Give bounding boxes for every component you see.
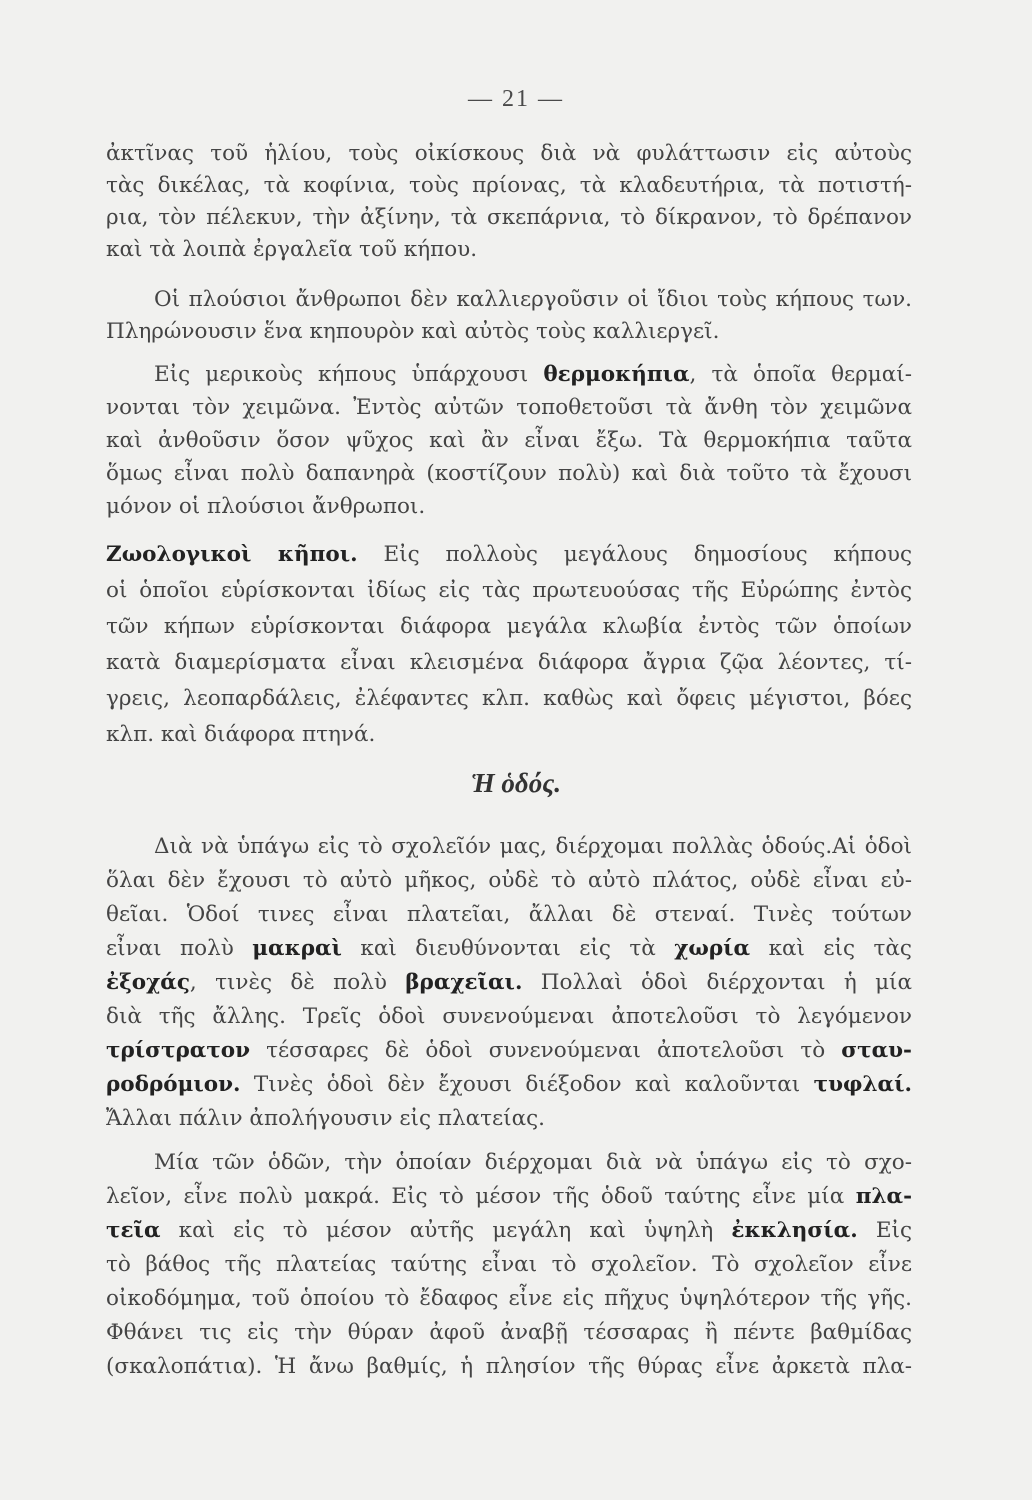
text-run: Εἰς μερικοὺς κήπους ὑπάρχουσι [154, 362, 529, 387]
text-line [106, 1036, 912, 1066]
term-church: ἐκκλησία. [731, 1218, 858, 1243]
term-long: μακραὶ [252, 936, 342, 961]
text-run: καὶ εἰς τὰς [768, 936, 912, 961]
text-line: οἱ ὁποῖοι εὑρίσκονται ἰδίως εἰς τὰς πρωτευούσας τῆς Εὐρώπης ἐντὸς [106, 578, 912, 603]
text-line: Ἄλλαι πάλιν ἀπολήγουσιν εἰς πλατείας. [106, 1106, 545, 1131]
text-line: καὶ ἀνθοῦσιν ὅσον ψῦχος καὶ ἂν εἶναι ἔξω. Τὰ θερμοκήπια ταῦτα [106, 428, 912, 453]
text-line: κλπ. καὶ διάφορα πτηνά. [106, 722, 376, 747]
text-line: ὅλαι δὲν ἔχουσι τὸ αὐτὸ μῆκος, οὐδὲ τὸ αὐτὸ πλάτος, οὐδὲ εἶναι εὐ- [106, 868, 912, 893]
text-line: Μία τῶν ὁδῶν, τὴν ὁποίαν διέρχομαι διὰ νὰ ὑπάγω εἰς τὸ σχο- [154, 1150, 912, 1175]
text-line [154, 360, 912, 390]
text-line: ἀκτῖνας τοῦ ἡλίου, τοὺς οἰκίσκους διὰ νὰ φυλάττωσιν εἰς αὐτοὺς [106, 141, 912, 166]
text-line: (σκαλοπάτια). Ἡ ἄνω βαθμίς, ἡ πλησίον τῆς θύρας εἶνε ἀρκετὰ πλα- [106, 1354, 912, 1379]
page-number: — 21 — [468, 86, 564, 112]
text-run: καὶ εἰς τὸ μέσον αὐτῆς μεγάλη καὶ ὑψηλὴ [178, 1218, 714, 1243]
text-run: Τινὲς ὁδοὶ δὲν ἔχουσι διέξοδον καὶ καλοῦνται [240, 1072, 801, 1097]
text-line: τὸ βάθος τῆς πλατείας ταύτης εἶναι τὸ σχολεῖον. Τὸ σχολεῖον εἶνε [106, 1252, 912, 1277]
text-run: λεῖον, εἶνε πολὺ μακρά. Εἰς τὸ μέσον τῆς ὁδοῦ ταύτης εἶνε μία [106, 1184, 845, 1209]
text-line [106, 540, 912, 570]
section-title: Ἡ ὁδός. [470, 768, 561, 798]
text-line: τὰς δικέλας, τὰ κοφίνια, τοὺς πρίονας, τὰ κλαδευτήρια, τὰ ποτιστή- [106, 173, 912, 198]
term-zoological-gardens: Ζωολογικοὶ κῆποι. [106, 542, 358, 567]
term-square-end: τεῖα [106, 1218, 161, 1243]
term-crossroad-end: ροδρόμιον. [106, 1072, 241, 1097]
text-line [106, 1182, 912, 1212]
term-square-start: πλα- [855, 1184, 912, 1209]
text-run: τέσσαρες δὲ ὁδοὶ συνενούμεναι ἀποτελοῦσι τὸ [250, 1038, 826, 1063]
term-greenhouses: θερμοκήπια [543, 362, 690, 387]
term-villages: χωρία [674, 936, 751, 961]
text-line: τῶν κήπων εὑρίσκονται διάφορα μεγάλα κλωβία ἐντὸς τῶν ὁποίων [106, 614, 912, 639]
text-line: Πληρώνουσιν ἕνα κηπουρὸν καὶ αὐτὸς τοὺς καλλιεργεῖ. [106, 319, 720, 344]
text-run: εἶναι πολὺ [106, 936, 234, 961]
text-line: διὰ τῆς ἄλλης. Τρεῖς ὁδοὶ συνενούμεναι ἀποτελοῦσι τὸ λεγόμενον [106, 1004, 912, 1029]
text-run: Εἰς πολλοὺς μεγάλους δημοσίους κήπους [357, 542, 913, 567]
text-line [106, 934, 912, 964]
text-line: μόνον οἱ πλούσιοι ἄνθρωποι. [106, 494, 426, 519]
term-countryside: ἐξοχάς [106, 970, 190, 995]
text-run: καὶ διευθύνονται εἰς τὰ [360, 936, 656, 961]
text-line: νονται τὸν χειμῶνα. Ἐντὸς αὐτῶν τοποθετοῦσι τὰ ἄνθη τὸν χειμῶνα [106, 395, 912, 420]
text-line [106, 1216, 912, 1246]
text-run: , τὰ ὁποῖα θερμαί- [689, 362, 912, 387]
text-line: Φθάνει τις εἰς τὴν θύραν ἀφοῦ ἀναβῇ τέσσαρας ἢ πέντε βαθμίδας [106, 1320, 912, 1345]
term-short: βραχεῖαι. [405, 970, 523, 995]
term-crossroad-start: σταυ- [841, 1038, 912, 1063]
text-line: ρια, τὸν πέλεκυν, τὴν ἀξίνην, τὰ σκεπάρνια, τὸ δίκρανον, τὸ δρέπανον [106, 205, 912, 230]
text-line: Διὰ νὰ ὑπάγω εἰς τὸ σχολεῖόν μας, διέρχομαι πολλὰς ὁδούς.Αἱ ὁδοὶ [154, 834, 912, 859]
text-line: καὶ τὰ λοιπὰ ἐργαλεῖα τοῦ κήπου. [106, 237, 478, 262]
text-run: Εἰς [875, 1218, 913, 1243]
text-run: , τινὲς δὲ πολὺ [189, 970, 387, 995]
text-line [106, 1070, 912, 1100]
text-line: Οἱ πλούσιοι ἄνθρωποι δὲν καλλιεργοῦσιν οἱ ἴδιοι τοὺς κήπους των. [154, 287, 912, 312]
text-line [106, 968, 912, 998]
text-line: οἰκοδόμημα, τοῦ ὁποίου τὸ ἔδαφος εἶνε εἰς πῆχυς ὑψηλότερον τῆς γῆς. [106, 1286, 912, 1311]
text-run: Πολλαὶ ὁδοὶ διέρχονται ἡ μία [522, 970, 913, 995]
term-three-way-crossroad: τρίστρατον [106, 1038, 251, 1063]
text-line: κατὰ διαμερίσματα εἶναι κλεισμένα διάφορα ἄγρια ζῷα λέοντες, τί- [106, 650, 912, 675]
text-line: ὅμως εἶναι πολὺ δαπανηρὰ (κοστίζουν πολὺ) καὶ διὰ τοῦτο τὰ ἔχουσι [106, 461, 912, 486]
term-dead-ends: τυφλαί. [813, 1072, 912, 1097]
text-line: γρεις, λεοπαρδάλεις, ἐλέφαντες κλπ. καθὼς καὶ ὄφεις μέγιστοι, βόες [106, 686, 912, 711]
text-line: θεῖαι. Ὁδοί τινες εἶναι πλατεῖαι, ἄλλαι δὲ στεναί. Τινὲς τούτων [106, 902, 912, 927]
